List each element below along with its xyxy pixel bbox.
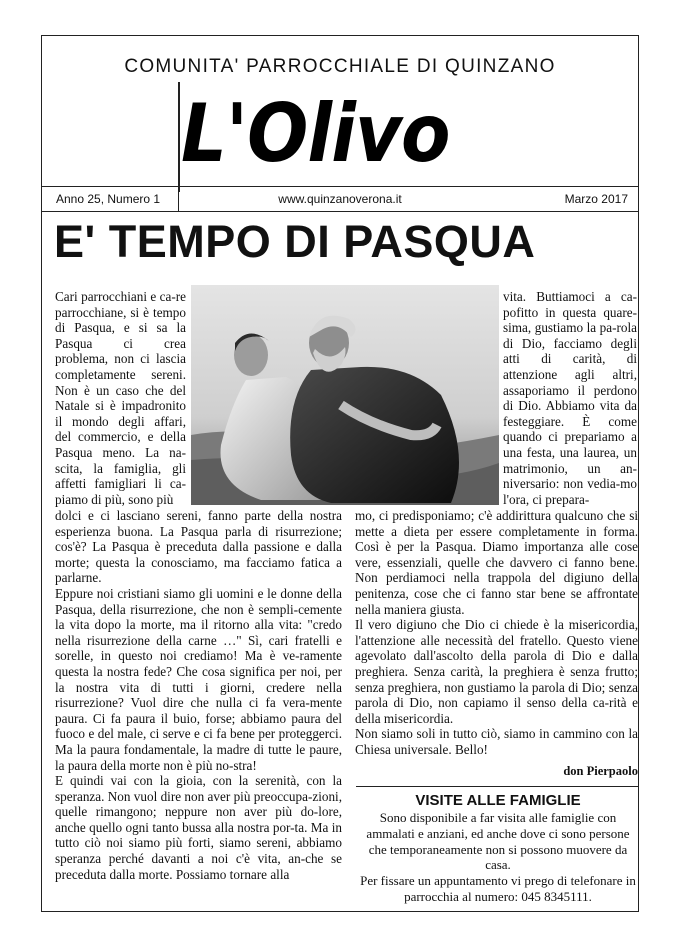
section-divider (356, 786, 639, 787)
article-headline: E' TEMPO DI PASQUA (54, 216, 536, 267)
issue-number: Anno 25, Numero 1 (56, 192, 161, 206)
article-right-column (355, 508, 638, 758)
article-left-column (55, 508, 342, 882)
newsletter-page (41, 35, 639, 912)
notice-paragraph: Per fissare un appuntamento vi prego di telefonare in parrocchia al numero: 045 8345111. (360, 873, 636, 904)
photo-illustration (191, 285, 499, 505)
website-link[interactable]: www.quinzanoverona.it (278, 192, 402, 206)
article-signature: don Pierpaolo (563, 764, 638, 778)
article-photo (191, 285, 499, 505)
article-paragraph: dolci e ci lasciano sereni, fanno parte della nostra esperienza buona. La Pasqua parla di risurrezione; cos'è? La Pasqua è preceduta dalla passione e dalla morte; questa la conosciamo, ma facciamo fatica a parlarne. (55, 508, 342, 586)
article-paragraph: mo, ci predisponiamo; c'è addirittura qualcuno che si mette a dieta per essere completamente in forma. Così è per la Pasqua. Diamo importanza alle cose vere, essenziali, quelle che davvero ci fanno bene. Non perdiamoci nella trappola del digiuno della penitenza, cose che ci fanno star bene se affrontate nella maniera giusta. (355, 508, 638, 617)
article-paragraph: E quindi vai con la gioia, con la serenità, con la speranza. Non vuol dire non aver più preoccupa-zioni, quelle rimangono; neppure non aver più do-lore, anche quello ogni tanto bussa alla nostra por-ta. Ma in tutto ciò noi siamo più forti, siamo sereni, abbiamo speranza perché davanti a noi c'è vita, an-che se preceduta dalla morte. Possiamo tornare alla (55, 773, 342, 882)
article-paragraph: Il vero digiuno che Dio ci chiede è la misericordia, l'attenzione alle necessità del fratello. Questo viene agevolato dall'ascolto della parola di Dio e dalla preghiera. Senza carità, la preghiera è senza frutto; senza preghiera, non gustiamo la parola di Dio; senza parola di Dio, non capiamo il senso della ca-rità e della misericordia. (355, 617, 638, 726)
article-left-top: Cari parrocchiani e ca-re parrocchiane, si è tempo di Pasqua, e si sa la Pasqua ci crea problema, non ci lascia completamente sereni. Non è un caso che del Natale si è impadronito il mondo degli affari, del commercio, e della Pasqua meno. La na-scita, la famiglia, gli affetti famigliari li ca-piamo di più, sono più (55, 289, 186, 507)
issue-info-bar (42, 186, 638, 212)
article-paragraph: Non siamo soli in tutto ciò, siamo in cammino con la Chiesa universale. Bello! (355, 726, 638, 757)
issue-date: Marzo 2017 (564, 192, 628, 206)
masthead-title: L'Olivo (181, 87, 450, 180)
article-right-top: vita. Buttiamoci a ca-pofitto in questa quare-sima, gustiamo la pa-rola di Dio, facciamo degli atti di carità, di attenzione agli altri, assaporiamo il perdono di Dio. Abbiamo vita da festeggiare. È come quando ci prepariamo a una festa, una laurea, un matrimonio, un an-niversario: non vedia-mo l'ora, ci prepara- (503, 289, 637, 507)
notice-title: VISITE ALLE FAMIGLIE (415, 792, 581, 809)
article-paragraph: Eppure noi cristiani siamo gli uomini e le donne della Pasqua, della risurrezione, che non è sempli-cemente la vita dopo la morte, ma il ritorno alla vita: "credo nella risurrezione della carne …" Sì, cari fratelli e sorelle, in questo noi crediamo! Ma è ve-ramente questa la nostra fede? Che cosa significa per noi, per la nostra vita di tutti i giorni, credere nella risurrezione? Vuol dire che nulla ci fa vera-mente paura. Ci fa paura il buio, forse; abbiamo paura del fuoco e del male, ci serve e ci fa bene per proteggerci. Ma la paura fondamentale, la madre di tutte le paure, la paura della morte non è più no-stra! (55, 585, 342, 773)
parish-name: COMUNITA' PARROCCHIALE DI QUINZANO (124, 56, 556, 77)
masthead-divider (178, 82, 180, 192)
notice-body (359, 810, 637, 905)
notice-paragraph: Sono disponibile a far visita alle famiglie con ammalati e anziani, ed anche dove ci sono persone che temporaneamente non si possono muovere da casa. (366, 810, 630, 873)
